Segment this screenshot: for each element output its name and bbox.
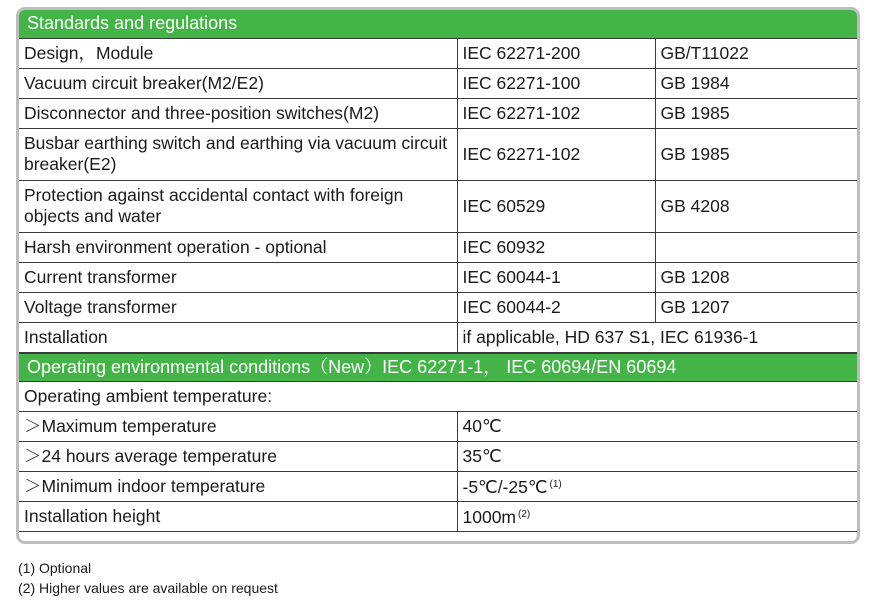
- row-value: [457, 501, 857, 531]
- row-iec: IEC 62271-102: [457, 128, 655, 180]
- row-gb: GB 1207: [655, 292, 857, 322]
- footnote-ref: (2): [518, 509, 531, 520]
- value-text: -5℃/-25℃: [462, 477, 548, 497]
- row-gb: GB/T11022: [655, 38, 857, 68]
- row-iec: IEC 62271-200: [457, 38, 655, 68]
- table-row: [19, 441, 857, 471]
- row-iec: IEC 62271-102: [457, 98, 655, 128]
- table-row: [19, 232, 857, 262]
- installation-row: [19, 322, 857, 352]
- installation-label: Installation: [19, 322, 457, 352]
- row-value: [457, 441, 857, 471]
- table-row: [19, 501, 857, 531]
- row-label: ＞24 hours average temperature: [19, 441, 457, 471]
- value-text: 35℃: [462, 445, 502, 466]
- row-gb: [655, 232, 857, 262]
- row-label: Harsh environment operation - optional: [19, 232, 457, 262]
- row-value: [457, 471, 857, 501]
- table-row: [19, 68, 857, 98]
- footnotes: [18, 558, 278, 598]
- row-label: Vacuum circuit breaker(M2/E2): [19, 68, 457, 98]
- row-label: Disconnector and three-position switches(M2): [19, 98, 457, 128]
- footnote-2: (2) Higher values are available on request: [18, 580, 278, 596]
- row-label: Voltage transformer: [19, 292, 457, 322]
- row-iec: IEC 60044-1: [457, 262, 655, 292]
- table-row: [19, 180, 857, 232]
- row-label: Current transformer: [19, 262, 457, 292]
- row-label: Protection against accidental contact with foreign objects and water: [19, 180, 457, 232]
- standards-table: [19, 10, 857, 353]
- row-label: ＞Maximum temperature: [19, 411, 457, 441]
- conditions-header-row: [19, 353, 857, 381]
- value-text: 40℃: [462, 415, 502, 436]
- row-label: ＞Minimum indoor temperature: [19, 471, 457, 501]
- conditions-title: Operating environmental conditions（New）IEC 62271-1， IEC 60694/EN 60694: [19, 353, 857, 381]
- standards-title: Standards and regulations: [19, 10, 857, 38]
- row-iec: IEC 60529: [457, 180, 655, 232]
- row-iec: IEC 60932: [457, 232, 655, 262]
- table-row: [19, 128, 857, 180]
- footnote-ref: (1): [549, 479, 562, 490]
- row-gb: GB 1985: [655, 98, 857, 128]
- ambient-label: Operating ambient temperature:: [19, 381, 857, 411]
- row-gb: GB 1984: [655, 68, 857, 98]
- table-row: [19, 471, 857, 501]
- row-gb: GB 1208: [655, 262, 857, 292]
- row-value: [457, 411, 857, 441]
- row-gb: GB 1985: [655, 128, 857, 180]
- row-label: Busbar earthing switch and earthing via vacuum circuit breaker(E2): [19, 128, 457, 180]
- standards-table-frame: [16, 7, 860, 544]
- table-row: [19, 262, 857, 292]
- row-label: Design，Module: [19, 38, 457, 68]
- table-row: [19, 292, 857, 322]
- table-row: [19, 98, 857, 128]
- value-text: 1000m: [462, 507, 517, 527]
- row-iec: IEC 60044-2: [457, 292, 655, 322]
- table-row: [19, 411, 857, 441]
- row-gb: GB 4208: [655, 180, 857, 232]
- ambient-row: [19, 381, 857, 411]
- row-label: Installation height: [19, 501, 457, 531]
- installation-value: if applicable, HD 637 S1, IEC 61936-1: [457, 322, 857, 352]
- row-iec: IEC 62271-100: [457, 68, 655, 98]
- conditions-table: [19, 353, 857, 532]
- footnote-1: (1) Optional: [18, 560, 92, 576]
- standards-header-row: [19, 10, 857, 38]
- table-row: [19, 38, 857, 68]
